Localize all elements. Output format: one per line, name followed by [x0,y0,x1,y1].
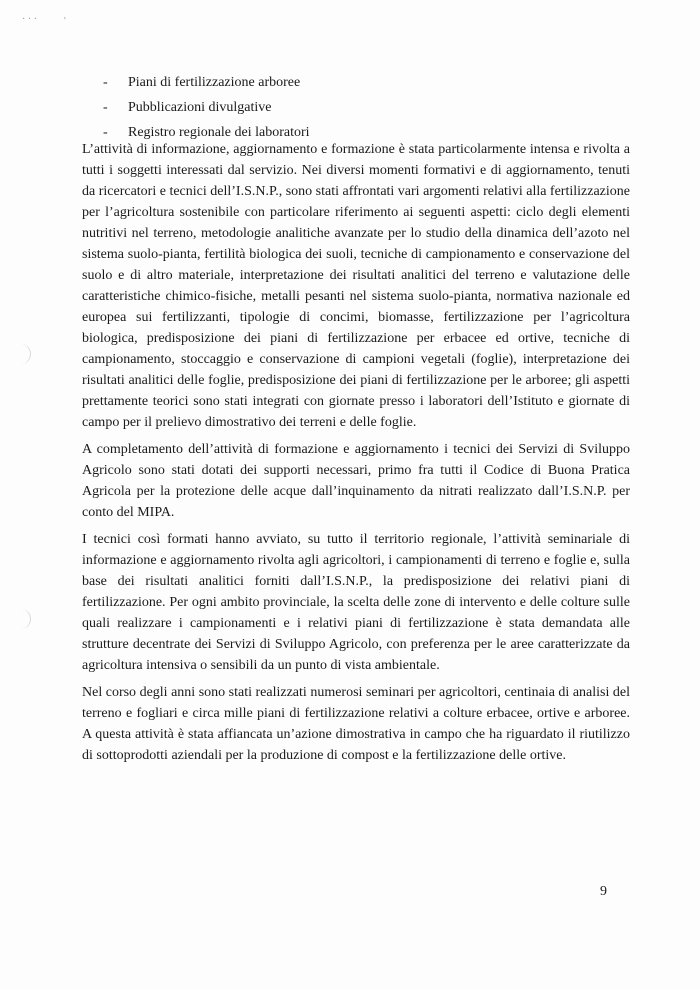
bullet-text: Piani di fertilizzazione arboree [128,75,301,90]
bullet-item [103,95,310,120]
punch-hole-mark [20,344,31,364]
bullet-list [103,70,310,145]
body-text [82,139,630,772]
paragraph-training-activity: L’attività di informazione, aggiornamento e formazione è stata particolarmente intensa e rivolta a tutti i soggetti interessati dal servizio. Nei diversi momenti formativi e di aggiornamento, tenuti da ricercatori e tecnici dell’I.S.N.P., sono stati affrontati vari argomenti relativi alla fertilizzazione per l’agricoltura sostenibile con particolare riferimento ai seguenti aspetti: ciclo degli elementi nutritivi nel terreno, metodologie analitiche avanzate per lo studio della dinamica dell’azoto nel sistema suolo-pianta, fertilità biologica dei suoli, tecniche di campionamento e conservazione del suolo e di altro materiale, interpretazione dei risultati analitici del terreno e valutazione delle caratteristiche chimico-fisiche, metalli pesanti nel sistema suolo-pianta, normativa nazionale ed europea sui fertilizzanti, tipologie di concimi, biomasse, fertilizzazione per l’agricoltura biologica, predisposizione dei piani di fertilizzazione per erbacee ed ortive, tecniche di campionamento, stoccaggio e conservazione di campioni vegetali (foglie), interpretazione dei risultati analitici delle foglie, predisposizione dei piani di fertilizzazione per le arboree; gli aspetti prettamente teorici sono stati integrati con giornate presso i laboratori dell’Istituto e giornate di campo per il prelievo dimostrativo dei terreni e delle foglie. [82,142,630,430]
bullet-dash: - [103,100,108,115]
bullet-text: Registro regionale dei laboratori [128,125,310,140]
page-number: 9 [600,884,607,899]
paragraph-results: Nel corso degli anni sono stati realizzati numerosi seminari per agricoltori, centinaia di analisi del terreno e fogliari e circa mille piani di fertilizzazione relativi a colture erbacee, ortive e arboree. A questa attività è stata affiancata un’azione dimostrativa in campo che ha riguardato il riutilizzo di sottoprodotti aziendali per la produzione di compost e la fertilizzazione delle ortive. [82,685,630,763]
punch-hole-mark [20,609,31,629]
bullet-text: Pubblicazioni divulgative [128,100,272,115]
bullet-item [103,70,310,95]
paragraph-support-materials: A completamento dell’attività di formazione e aggiornamento i tecnici dei Servizi di Sviluppo Agricolo sono stati dotati dei supporti necessari, primo fra tutti il Codice di Buona Pratica Agricola per la protezione delle acque dall’inquinamento da nitrati realizzato dall’I.S.N.P. per conto del MIPA. [82,442,630,520]
paragraph-regional-activity: I tecnici così formati hanno avviato, su tutto il territorio regionale, l’attività seminariale di informazione e aggiornamento rivolta agli agricoltori, i campionamenti di terreno e foglie e, sulla base dei risultati analitici forniti dall’I.S.N.P., la predisposizione dei relativi piani di fertilizzazione. Per ogni ambito provinciale, la scelta delle zone di intervento e delle colture sulle quali realizzare i campionamenti e i relativi piani di fertilizzazione è stata demandata alle strutture decentrate dei Servizi di Sviluppo Agricolo, con preferenza per le aree caratterizzate da agricoltura intensiva o sensibili da un punto di vista ambientale. [82,532,630,673]
scan-speck: ' [64,16,66,27]
bullet-dash: - [103,125,108,140]
bullet-dash: - [103,75,108,90]
scan-speck: · · · [22,14,37,25]
